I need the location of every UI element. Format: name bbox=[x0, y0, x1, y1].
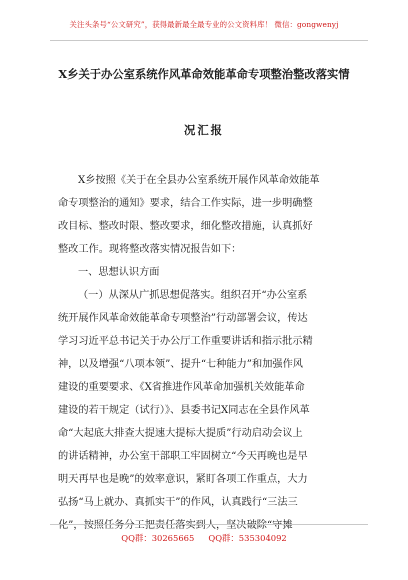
footer-divider bbox=[50, 524, 368, 525]
body-line: （一）从深从广抓思想促落实。组织召开“办公室系 bbox=[78, 290, 308, 301]
body-line: 命“大起底大排查大提速大提标大提质”行动启动会议上 bbox=[58, 428, 303, 439]
body-line: 弘扬“马上就办、真抓实干”的作风，认真践行“三法三 bbox=[58, 497, 298, 508]
body-line: 神，以及增强“八项本领”、提升“七种能力”和加强作风 bbox=[58, 359, 303, 370]
document-title-line-2: 况汇报 bbox=[184, 123, 224, 137]
body-line: 建设的若干规定（试行）》、县委书记X同志在全县作风革 bbox=[58, 405, 310, 416]
body-line: 命专项整治的通知》要求，结合工作实际，进一步明确整 bbox=[58, 198, 313, 209]
body-line: 整改工作。现将整改落实情况报告如下： bbox=[58, 244, 242, 255]
document-title-line-1: X乡关于办公室系统作风革命效能革命专项整治整改落实情 bbox=[58, 67, 350, 81]
body-line: 的讲话精神，办公室干部职工牢固树立“今天再晚也是早 bbox=[58, 451, 308, 462]
header-banner: 关注头条号“公文研究”，获得最新最全最专业的公文资料库！ 微信：gongwenyj bbox=[69, 20, 339, 29]
section-heading: 一、思想认识方面 bbox=[78, 267, 160, 278]
footer-qq-group-2: QQ群：535304092 bbox=[208, 533, 287, 543]
body-line: 改目标、整改时限、整改要求，细化整改措施，认真抓好 bbox=[58, 221, 313, 232]
body-line: 化”，按照任务分工把责任落实到人，坚决破除“守摊 bbox=[58, 520, 293, 531]
body-line: 统开展作风革命效能革命专项整治”行动部署会议，传达 bbox=[58, 313, 308, 324]
footer-qq-group-1: QQ群：30265665 bbox=[121, 533, 195, 543]
body-line: 学习习近平总书记关于办公厅工作重要讲话和指示批示精 bbox=[58, 336, 313, 347]
header-divider bbox=[50, 40, 368, 41]
footer-qq-groups bbox=[0, 532, 408, 544]
body-line: X乡按照《关于在全县办公室系统开展作风革命效能革 bbox=[78, 175, 320, 186]
body-line: 明天再早也是晚”的效率意识，紧盯各项工作重点，大力 bbox=[58, 474, 308, 485]
body-line: 建设的重要要求、《X省推进作风革命加强机关效能革命 bbox=[58, 382, 305, 393]
